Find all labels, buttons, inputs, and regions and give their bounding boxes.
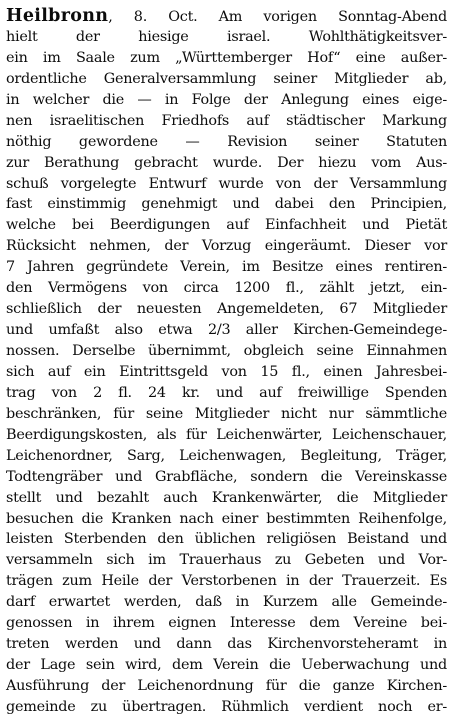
dateline: Heilbronn [6,6,109,26]
article-line-12: Rücksicht nehmen, der Vorzug eingeräumt. Dieser vor [6,238,447,255]
article-line-29: darf erwartet werden, daß in Kurzem alle Gemeinde- [6,594,447,611]
article-line-7: nöthig gewordene — Revision seiner Statuten [6,133,447,150]
article-line-1 [6,6,447,27]
article-line-24: stellt und bezahlt auch Krankenwärter, die Mitglieder [6,489,447,506]
article-line-17: nossen. Derselbe übernimmt, obgleich seine Einnahmen [6,343,447,359]
article-line-1-text: , 8. Oct. Am vorigen Sonntag-Abend [108,9,447,25]
article-line-5: in welcher die — in Folge der Anlegung eines eige- [6,91,447,108]
article-line-8: zur Berathung gebracht wurde. Der hiezu vom Aus- [6,154,447,171]
article-text [6,6,447,715]
article-line-6: nen israelitischen Friedhofs auf städtischer Markung [6,112,447,129]
article-line-27: versammeln sich im Trauerhaus zu Gebeten und Vor- [6,552,447,569]
article-line-19: trag von 2 fl. 24 kr. und auf freiwillige Spenden [6,384,447,401]
article-line-21: Beerdigungskosten, als für Leichenwärter, Leichenschauer, [6,426,447,443]
article-line-10: fast einstimmig genehmigt und dabei den Principien, [6,196,447,213]
article-line-23: Todtengräber und Grabfläche, sondern die Vereinskasse [6,468,447,485]
article-line-31: treten werden und dann das Kirchenvorsteheramt in [6,636,447,653]
article-line-13: 7 Jahren gegründete Verein, im Besitze eines rentiren- [6,259,447,276]
article-line-3: ein im Saale zum „Württemberger Hof“ eine außer- [6,49,447,66]
article-line-30: genossen in ihrem eignen Interesse dem Vereine bei- [6,615,447,632]
article-line-4: ordentliche Generalversammlung seiner Mitglieder ab, [6,70,447,87]
article-line-28: trägen zum Heile der Verstorbenen in der Trauerzeit. Es [6,573,447,590]
article-line-25: besuchen die Kranken nach einer bestimmten Reihenfolge, [6,510,447,527]
article-line-2: hielt der hiesige israel. Wohlthätigkeitsver- [6,28,447,45]
article-line-16: und umfaßt also etwa 2/3 aller Kirchen-Gemeindege- [6,322,447,339]
article-line-22: Leichenordner, Sarg, Leichenwagen, Begleitung, Träger, [6,447,447,464]
article-line-14: den Vermögens von circa 1200 fl., zählt jetzt, ein- [6,280,447,297]
article-line-11: welche bei Beerdigungen auf Einfachheit und Pietät [6,217,447,234]
article-line-33: Ausführung der Leichenordnung für die ganze Kirchen- [6,678,447,694]
article-line-15: schließlich der neuesten Angemeldeten, 67 Mitglieder [6,301,447,318]
article-line-18: sich auf ein Eintrittsgeld von 15 fl., einen Jahresbei- [6,363,447,380]
article-line-20: beschränken, für seine Mitglieder nicht nur sämmtliche [6,405,447,422]
article-line-9: schuß vorgelegte Entwurf wurde von der Versammlung [6,175,447,192]
article-line-26: leisten Sterbenden den üblichen religiösen Beistand und [6,531,447,548]
article-line-32: der Lage sein wird, dem Verein die Ueberwachung und [6,657,447,674]
article-line-34: gemeinde zu übertragen. Rühmlich verdient noch er- [6,698,447,715]
